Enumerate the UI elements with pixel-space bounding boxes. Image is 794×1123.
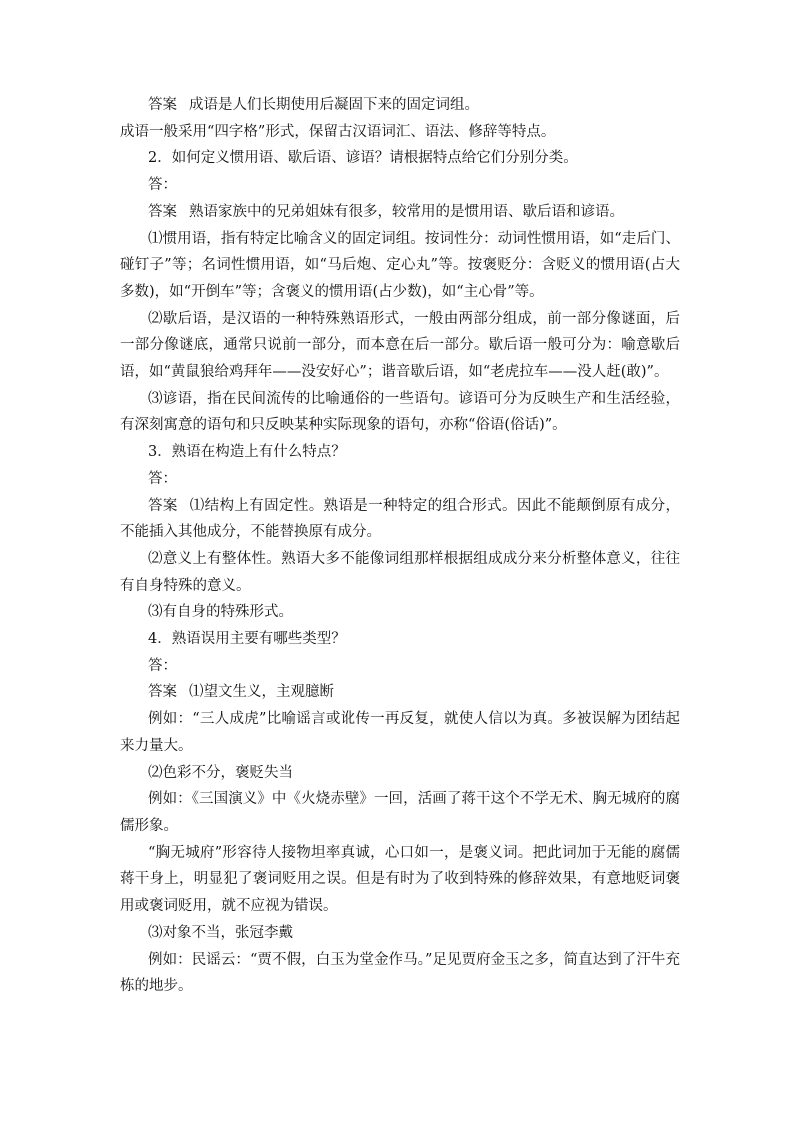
paragraph-text: “胸无城府”形容待人接物坦率真诚，心口如一，是褒义词。把此词加于无能的腐儒蒋干身上，明显犯了褒词贬用之误。但是有时为了收到特殊的修辞效果，有意地贬词褒用或褒词贬用，就不应视为错误。 (120, 844, 680, 915)
paragraph-text: ⑶有自身的特殊形式。 (148, 604, 293, 621)
paragraph-text: 例如：“三人成虎”比喻谣言或讹传一再反复，就使人信以为真。多被误解为团结起来力量大。 (120, 711, 680, 754)
paragraph (120, 119, 680, 146)
document-body (120, 92, 680, 1000)
paragraph-text: 成语一般采用“四字格”形式，保留古汉语词汇、语法、修辞等特点。 (120, 123, 556, 140)
paragraph (120, 306, 680, 386)
paragraph-text: ⑵歇后语，是汉语的一种特殊熟语形式，一般由两部分组成，前一部分像谜面，后一部分像谜底，通常只说前一部分，而本意在后一部分。歇后语一般可分为：喻意歇后语，如“黄鼠狼给鸡拜年——没安好心”；谐音歇后语，如“老虎拉车——没人赶(敢)”。 (120, 310, 680, 381)
paragraph (120, 626, 680, 653)
paragraph-text: 4．熟语误用主要有哪些类型？ (148, 631, 346, 648)
paragraph (120, 145, 680, 172)
paragraph-text: ⑵色彩不分，褒贬失当 (148, 764, 293, 781)
paragraph-text: 答： (148, 177, 177, 194)
paragraph-text: ⑴结构上有固定性。熟语是一种特定的组合形式。因此不能颠倒原有成分，不能插入其他成分，不能替换原有成分。 (120, 497, 681, 541)
answer-label: 答案 (148, 203, 177, 220)
paragraph (120, 840, 680, 920)
paragraph (120, 199, 680, 226)
paragraph (120, 760, 680, 787)
paragraph (120, 439, 680, 466)
paragraph-text: ⑶对象不当，张冠李戴 (148, 924, 293, 941)
paragraph (120, 546, 680, 599)
paragraph-text: 例如：《三国演义》中《火烧赤壁》一回，活画了蒋干这个不学无术、胸无城府的腐儒形象。 (120, 791, 680, 834)
answer-label: 答案 (148, 684, 177, 701)
paragraph (120, 706, 680, 759)
paragraph (120, 466, 680, 493)
answer-label: 答案 (148, 97, 177, 113)
paragraph-text: 答： (148, 470, 177, 487)
paragraph (120, 947, 680, 1000)
paragraph-text: ⑴望文生义，主观臆断 (189, 684, 334, 701)
paragraph (120, 653, 680, 680)
paragraph (120, 226, 680, 306)
paragraph (120, 172, 680, 199)
paragraph (120, 493, 680, 546)
paragraph-text: 2．如何定义惯用语、歇后语、谚语？请根据特点给它们分别分类。 (148, 150, 578, 167)
paragraph-text: ⑵意义上有整体性。熟语大多不能像词组那样根据组成成分来分析整体意义，往往有自身特殊的意义。 (120, 550, 680, 594)
paragraph (120, 920, 680, 947)
paragraph (120, 599, 680, 626)
paragraph (120, 786, 680, 839)
paragraph-text: 答： (148, 657, 177, 674)
paragraph-text: 成语是人们长期使用后凝固下来的固定词组。 (189, 97, 479, 113)
answer-label: 答案 (148, 497, 178, 514)
paragraph (120, 386, 680, 439)
paragraph-text: 例如：民谣云：“贾不假，白玉为堂金作马。”足见贾府金玉之多，简直达到了汗牛充栋的地步。 (120, 951, 680, 995)
paragraph-text: ⑴惯用语，指有特定比喻含义的固定词组。按词性分：动词性惯用语，如“走后门、碰钉子”等；名词性惯用语，如“马后炮、定心丸”等。按褒贬分：含贬义的惯用语(占大多数)，如“开倒车”等；含褒义的惯用语(占少数)，如“主心骨”等。 (120, 230, 680, 300)
paragraph-text: ⑶谚语，指在民间流传的比喻通俗的一些语句。谚语可分为反映生产和生活经验，有深刻寓意的语句和只反映某种实际现象的语句，亦称“俗语(俗话)”。 (120, 390, 680, 434)
paragraph (120, 92, 680, 119)
paragraph (120, 679, 680, 706)
paragraph-text: 熟语家族中的兄弟姐妹有很多，较常用的是惯用语、歇后语和谚语。 (189, 203, 624, 220)
paragraph-text: 3．熟语在构造上有什么特点？ (148, 444, 346, 461)
